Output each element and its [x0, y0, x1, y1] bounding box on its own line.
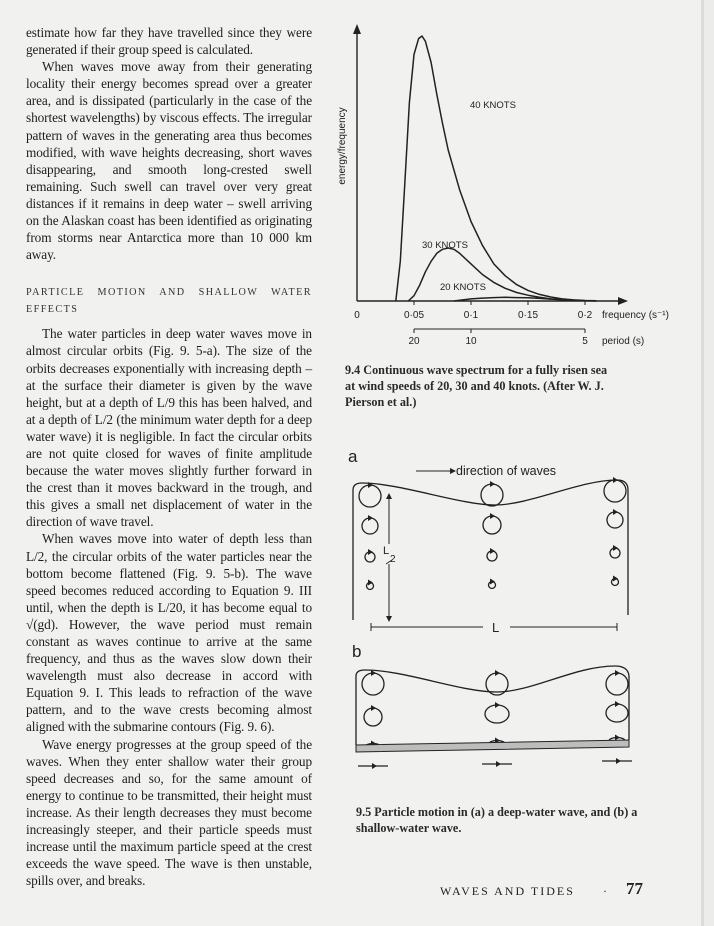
paragraph: When waves move away from their generating locality their energy becomes spread over a greater area, and is dissipated (particularly in the case of the shortest wavelengths) by viscous effects. The irregular pattern of waves in the generating area thus becomes modified, with wave heights decreasing, short waves disappearing, and smooth long-crested swell remaining. Such swell can travel over very great distances if it remains in deep water – swell arriving on the Alaskan coast has been identified as originating from storms near Antarctica more than 10 000 km away.: [26, 59, 312, 263]
period-tick-label: 10: [465, 336, 477, 347]
paragraph: Wave energy progresses at the group speed of the waves. When they enter shallow water their group speed decreases and so, for the same amount of energy to continue to be transmitted, their height must increase. As their length decreases they must become increasingly steeper, and their particle speeds must increase until the maximum particle speed at the crest exceeds the wave speed. The wave is then unstable, spills over, and breaks.: [26, 736, 312, 889]
chart-labels: [337, 100, 669, 347]
orbit-direction-arrow-icon: [371, 705, 376, 711]
y-axis-label: energy/frequency: [337, 107, 348, 185]
orbit-direction-arrow-icon: [615, 735, 620, 741]
orbit-direction-arrow-icon: [368, 580, 373, 586]
binding-gutter: [701, 0, 704, 926]
orbit-direction-arrow-icon: [368, 549, 373, 555]
orbit-direction-arrow-icon: [613, 576, 618, 582]
y-axis-arrow-icon: [353, 24, 361, 34]
period-tick-label: 20: [408, 336, 420, 347]
orbit-direction-arrow-icon: [490, 513, 495, 519]
chart-series: [396, 36, 597, 301]
running-head-separator: ·: [603, 884, 607, 898]
half-wavelength-label-num: L: [383, 545, 390, 557]
circular-orbit: [483, 516, 501, 534]
bottom-particle-arrow-icon: [496, 761, 501, 767]
sea-bed: [356, 740, 629, 752]
particle-motion-diagram: [340, 440, 650, 790]
orbit-direction-arrow-icon: [490, 548, 495, 554]
body-text-column: [26, 24, 312, 889]
period-axis-label: period (s): [602, 336, 645, 347]
x-tick-label: 0·15: [517, 310, 539, 321]
orbit-direction-arrow-icon: [615, 670, 620, 676]
paragraphs-before-heading: [26, 24, 312, 263]
paragraph: The water particles in deep water waves move in almost circular orbits (Fig. 9. 5-a). The size of the orbits decreases exponentially with increasing depth – at the surface their diameter is given by the wave height, but at a depth of L/9 this has been halved, and at a depth of L/2 (the minimum water depth for a deep water wave) it is negligible. In fact the circular orbits are not quite closed for waves of finite amplitude because the water moves slightly further forward in the crest than it moves backward in the trough, and this gives a small net displacement of water in the direction of wave travel.: [26, 326, 312, 530]
deep-water-orbits: [359, 477, 626, 590]
direction-of-waves-label: direction of waves: [456, 464, 557, 478]
bottom-particle-arrow-icon: [372, 763, 377, 769]
orbit-direction-arrow-icon: [490, 579, 495, 585]
paragraph: estimate how far they have travelled since they were generated if their group speed is calculated.: [26, 25, 312, 58]
orbit-direction-arrow-icon: [368, 515, 373, 521]
x-tick-label: 0·05: [403, 310, 425, 321]
elliptical-orbit: [364, 708, 382, 726]
running-head: WAVES AND TIDES: [440, 884, 575, 898]
period-tick-label: 5: [582, 336, 588, 347]
wave-spectrum-chart: [330, 20, 670, 347]
figure-9-5-caption: 9.5 Particle motion in (a) a deep-water wave, and (b) a shallow-water wave.: [356, 805, 638, 835]
shallow-water-orbits: [358, 670, 632, 769]
bottom-particle-arrow-icon: [616, 758, 621, 764]
panel-b-label: b: [352, 642, 362, 661]
panel-a-label: a: [348, 447, 358, 466]
orbit-direction-arrow-icon: [615, 701, 620, 707]
series-line-40-knots: [396, 36, 597, 301]
elliptical-orbit: [485, 705, 509, 723]
wavelength-label: L: [492, 620, 500, 635]
x-tick-label: 0: [354, 310, 360, 321]
paragraph: When waves move into water of depth less than L/2, the circular orbits of the water particles near the bottom become flattened (Fig. 9. 5-b). The wave speed becomes reduced according to Equation 9. III until, when the depth is L/20, it has become equal to √(gd). However, the wave period must remain constant as waves continue to arrive at the same frequency, and thus as the waves slow down their wavelength must also decrease in accord with Equation 9. I. This leads to refraction of the wave pattern, and to the wave crests becoming almost aligned with the submarine contours (Fig. 9. 6).: [26, 531, 312, 735]
x-tick-label: 0·1: [463, 310, 479, 321]
series-label: 30 KNOTS: [422, 240, 468, 251]
x-tick-label: 0·2: [577, 310, 593, 321]
series-label: 40 KNOTS: [470, 100, 516, 111]
orbit-direction-arrow-icon: [495, 670, 500, 676]
page-edge: [704, 0, 714, 926]
orbit-direction-arrow-icon: [495, 702, 500, 708]
circular-orbit: [607, 512, 623, 528]
paragraphs-after-heading: [26, 325, 312, 889]
figure-9-4-caption: 9.4 Continuous wave spectrum for a fully risen sea at wind speeds of 20, 30 and 40 knots. (After W. J. Pierson et al.): [345, 363, 608, 409]
dimension-arrow-down-icon: [386, 616, 392, 622]
elliptical-orbit: [606, 673, 628, 695]
elliptical-orbit: [606, 704, 628, 722]
orbit-direction-arrow-icon: [613, 545, 618, 551]
elliptical-orbit: [362, 673, 384, 695]
orbit-direction-arrow-icon: [613, 509, 618, 515]
x-axis-arrow-icon: [618, 297, 628, 305]
series-label: 20 KNOTS: [440, 282, 486, 293]
section-heading: PARTICLE MOTION AND SHALLOW WATER EFFECTS: [26, 287, 312, 316]
x-axis-label: frequency (s⁻¹): [602, 310, 669, 321]
circular-orbit: [481, 484, 503, 506]
dimension-arrow-up-icon: [386, 493, 392, 499]
circular-orbit: [362, 518, 378, 534]
series-line-30-knots: [408, 248, 585, 301]
half-wavelength-label-den: 2: [390, 554, 396, 565]
page-number: 77: [626, 879, 643, 898]
chart-axes: [353, 24, 628, 333]
circular-orbit: [604, 480, 626, 502]
orbit-direction-arrow-icon: [490, 481, 495, 487]
orbit-direction-arrow-icon: [613, 477, 618, 483]
circular-orbit: [359, 485, 381, 507]
